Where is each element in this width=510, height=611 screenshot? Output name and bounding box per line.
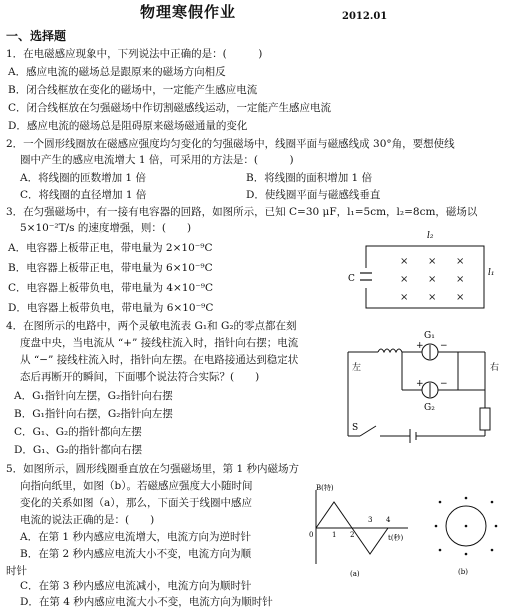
q3-stem-line2: 5×10⁻²T/s 的速度增强，则：( ) — [20, 222, 192, 234]
q5-option-b-continued: 时针 — [6, 565, 27, 577]
q4-option-a: A．G₁指针向左摆，G₂指针向右摆 — [14, 390, 173, 402]
q5-caption-a: (a) — [350, 570, 360, 578]
q5-x-label: t(秒) — [388, 534, 404, 542]
q3-label-c: C — [348, 274, 355, 284]
q4-option-b: B．G₁指针向右摆，G₂指针向左摆 — [14, 408, 173, 420]
q4-label-g1: G₁ — [424, 331, 435, 341]
q4-stem-line3: 从 “−” 接线柱流入时，指针向左摆。在电路接通达到稳定状 — [20, 354, 299, 366]
field-cross: × — [428, 274, 437, 285]
q4-inductor-coil — [378, 349, 402, 352]
q3-option-b: B．电容器上板带正电，带电量为 6×10⁻⁹C — [8, 262, 213, 274]
q4-label-right: 右 — [490, 363, 500, 373]
field-cross: × — [400, 256, 409, 267]
field-cross: × — [456, 256, 465, 267]
q5-origin-label: 0 — [309, 531, 314, 539]
q5-field-dots — [435, 497, 498, 556]
q4-option-d: D．G₁、G₂的指针都向右摆 — [14, 444, 143, 456]
date-label: 2012.01 — [342, 11, 388, 22]
q3-option-a: A．电容器上板带正电，带电量为 2×10⁻⁹C — [8, 242, 213, 254]
q5-coil-field-figure — [430, 488, 504, 578]
field-cross: × — [400, 292, 409, 303]
q4-galvanometer-circuit-figure — [340, 328, 505, 446]
q5-stem-line4: 电流的说法正确的是：( ) — [20, 514, 155, 526]
q4-g2-plus: + — [416, 379, 424, 389]
section-heading: 一、选择题 — [6, 29, 67, 43]
q4-stem-line2: 度盘中央，当电流从 “+” 接线柱流入时，指针向右摆；电流 — [20, 337, 299, 349]
q5-tick-4: 4 — [386, 516, 391, 524]
q2-option-c: C．将线圈的直径增加 1 倍 — [20, 189, 147, 201]
q1-option-d: D．感应电流的磁场总是阻碍原来磁场磁通量的变化 — [8, 120, 248, 132]
q3-option-c: C．电容器上板带负电，带电量为 4×10⁻⁹C — [8, 282, 213, 294]
q5-option-d: D．在第 4 秒内感应电流大小不变，电流方向为顺时针 — [20, 596, 273, 608]
q1-option-a: A．感应电流的磁场总是跟原来的磁场方向相反 — [8, 66, 226, 78]
field-cross: × — [428, 256, 437, 267]
page-title: 物理寒假作业 — [140, 3, 237, 21]
q5-b-t-graph-figure — [304, 482, 414, 578]
field-cross: × — [456, 292, 465, 303]
q5-option-b: B．在第 2 秒内感应电流大小不变，电流方向为顺 — [20, 548, 252, 560]
q4-g2-minus: − — [440, 379, 448, 389]
q5-y-label: B(特) — [316, 484, 334, 492]
q4-g1-plus: + — [416, 341, 424, 351]
q3-loop — [366, 246, 484, 308]
q5-caption-b: (b) — [458, 568, 468, 576]
q1-option-c: C．闭合线框放在匀强磁场中作切割磁感线运动，一定能产生感应电流 — [8, 102, 332, 114]
q3-stem-line1: 3．在匀强磁场中，有一接有电容器的回路，如图所示，已知 C=30 μF，l₁=5cm，l₂=8cm，磁场以 — [6, 206, 478, 218]
q1-option-b: B．闭合线框放在变化的磁场中，一定能产生感应电流 — [8, 84, 258, 96]
q4-stem-line1: 4．在图所示的电路中，两个灵敏电流表 G₁和 G₂的零点都在刻 — [6, 320, 297, 332]
q4-switch-s — [360, 426, 376, 436]
q5-option-a: A．在第 1 秒内感应电流增大，电流方向为逆时针 — [20, 531, 251, 543]
q5-stem-line3: 变化的关系如图（a），那么，下面关于线圈中感应 — [20, 497, 253, 509]
q4-resistor — [480, 408, 490, 430]
q5-option-c: C．在第 3 秒内感应电流减小，电流方向为顺时针 — [20, 580, 252, 592]
q4-label-s: S — [352, 423, 359, 433]
q2-option-a: A．将线圈的匝数增加 1 倍 — [20, 172, 146, 184]
field-cross: × — [456, 274, 465, 285]
q4-label-left: 左 — [352, 363, 362, 373]
q4-g1-minus: − — [440, 341, 448, 351]
q1-stem: 1．在电磁感应现象中，下列说法中正确的是：( ) — [6, 48, 263, 60]
q2-stem-line2: 圈中产生的感应电流增大 1 倍，可采用的方法是：( ) — [20, 154, 294, 166]
q5-stem-line2: 向指向纸里，如图（b）。若磁感应强度大小随时间 — [20, 480, 253, 492]
q5-tick-3: 3 — [368, 516, 373, 524]
q2-option-b: B．将线圈的面积增加 1 倍 — [246, 172, 373, 184]
q3-capacitor-circuit-figure — [340, 228, 505, 318]
q4-label-g2: G₂ — [424, 403, 435, 413]
q2-stem-line1: 2．一个圆形线圈放在磁感应强度均匀变化的匀强磁场中，线圈平面与磁感线成 30°角，要想使线 — [6, 138, 455, 150]
q3-label-l1: l₁ — [488, 268, 495, 278]
q5-tick-1: 1 — [332, 531, 337, 539]
q2-option-d: D．使线圈平面与磁感线垂直 — [246, 189, 381, 201]
q3-option-d: D．电容器上板带负电，带电量为 6×10⁻⁹C — [8, 302, 214, 314]
field-cross: × — [428, 292, 437, 303]
q5-stem-line1: 5．如图所示，圆形线圈垂直放在匀强磁场里，第 1 秒内磁场方 — [6, 463, 300, 475]
q4-stem-line4: 态后再断开的瞬间，下面哪个说法符合实际？( ) — [20, 371, 260, 383]
q4-option-c: C．G₁、G₂的指针都向左摆 — [14, 426, 142, 438]
q3-label-l2: l₂ — [427, 231, 434, 241]
field-cross: × — [400, 274, 409, 285]
q5-tick-2: 2 — [350, 531, 355, 539]
